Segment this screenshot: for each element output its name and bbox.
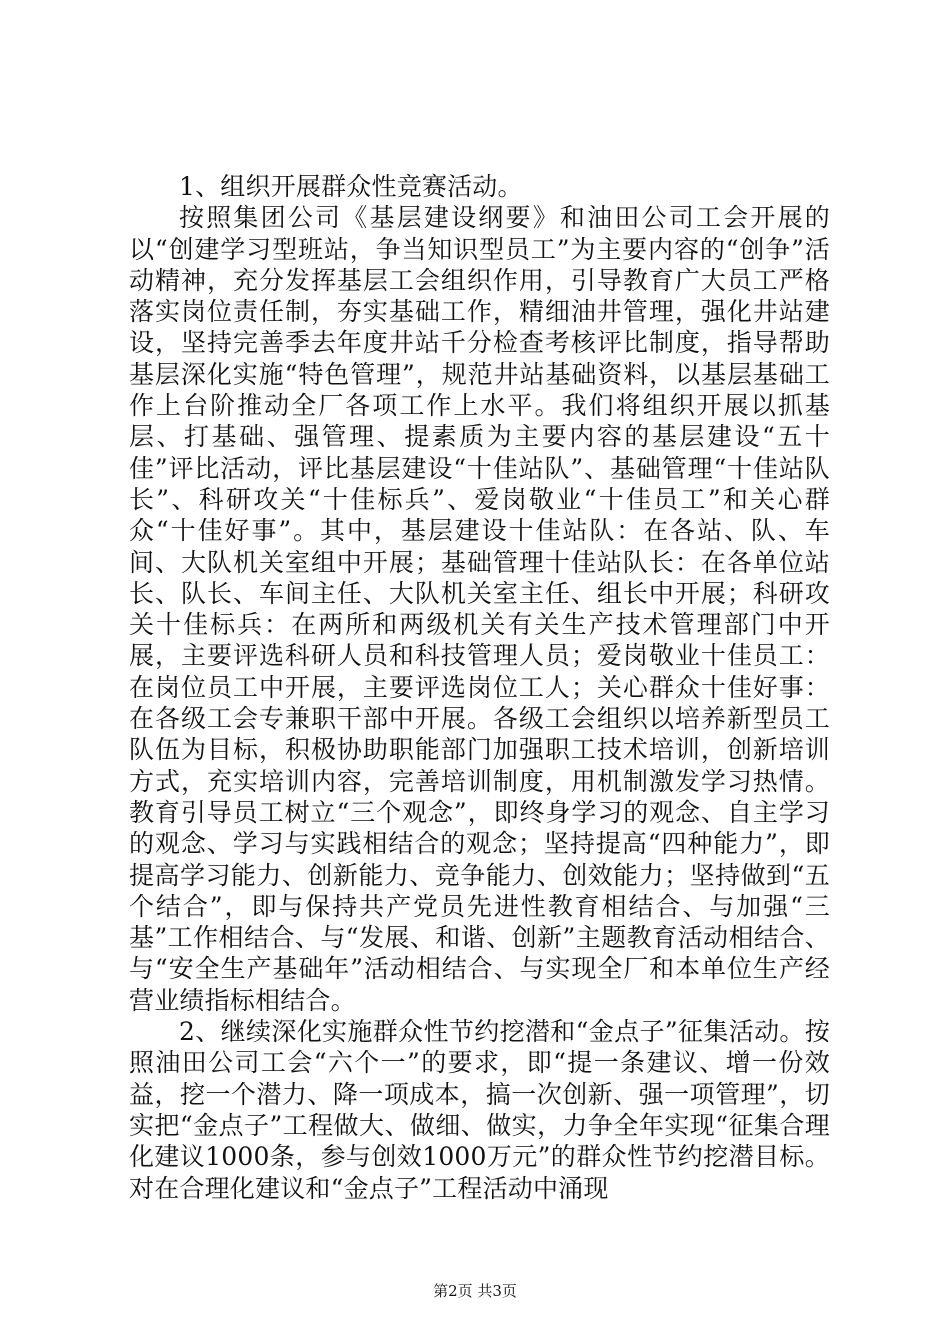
page-footer — [0, 1281, 950, 1301]
paragraph-heading-1: 1、组织开展群众性竞赛活动。 — [179, 172, 523, 201]
page-number-indicator: 第2页 共3页 — [433, 1282, 517, 1300]
paragraph-body-1: 按照集团公司《基层建设纲要》和油田公司工会开展的以“创建学习型班站，争当知识型员工”为主要内容的“创争”活动精神，充分发挥基层工会组织作用，引导教育广大员工严格落实岗位责任制，夯实基础工作，精细油井管理，强化井站建设，坚持完善季去年度井站千分检查考核评比制度，指导帮助基层深化实施“特色管理”，规范井站基础资料，以基层基础工作上台阶推动全厂各项工作上水平。我们将组织开展以抓基层、打基础、强管理、提素质为主要内容的基层建设“五十佳”评比活动，评比基层建设“十佳站队”、基础管理“十佳站队长”、科研攻关“十佳标兵”、爱岗敬业“十佳员工”和关心群众“十佳好事”。其中，基层建设十佳站队：在各站、队、车间、大队机关室组中开展；基础管理十佳站队长：在各单位站长、队长、车间主任、大队机关室主任、组长中开展；科研攻关十佳标兵：在两所和两级机关有关生产技术管理部门中开展，主要评选科研人员和科技管理人员；爱岗敬业十佳员工：在岗位员工中开展，主要评选岗位工人；关心群众十佳好事：在各级工会专兼职干部中开展。各级工会组织以培养新型员工队伍为目标，积极协助职能部门加强职工技术培训，创新培训方式，充实培训内容，完善培训制度，用机制激发学习热情。教育引导员工树立“三个观念”，即终身学习的观念、自主学习的观念、学习与实践相结合的观念；坚持提高“四种能力”，即提高学习能力、创新能力、竞争能力、创效能力；坚持做到“五个结合”，即与保持共产党员先进性教育相结合、与加强“三基”工作相结合、与“发展、和谐、创新”主题教育活动相结合、与“安全生产基础年”活动相结合、与实现全厂和本单位生产经营业绩指标相结合。 — [129, 203, 830, 1015]
paragraph-heading-2: 2、继续深化实施群众性节约挖潜和“金点子”征集活动。按照油田公司工会“六个一”的要求，即“提一条建议、增一份效益，挖一个潜力、降一项成本，搞一次创新、强一项管理”，切实把“金点子”工程做大、做细、做实，力争全年实现“征集合理化建议1000条，参与创效1000万元”的群众性节约挖潜目标。对在合理化建议和“金点子”工程活动中涌现 — [129, 1017, 830, 1203]
document-body — [129, 171, 830, 1204]
